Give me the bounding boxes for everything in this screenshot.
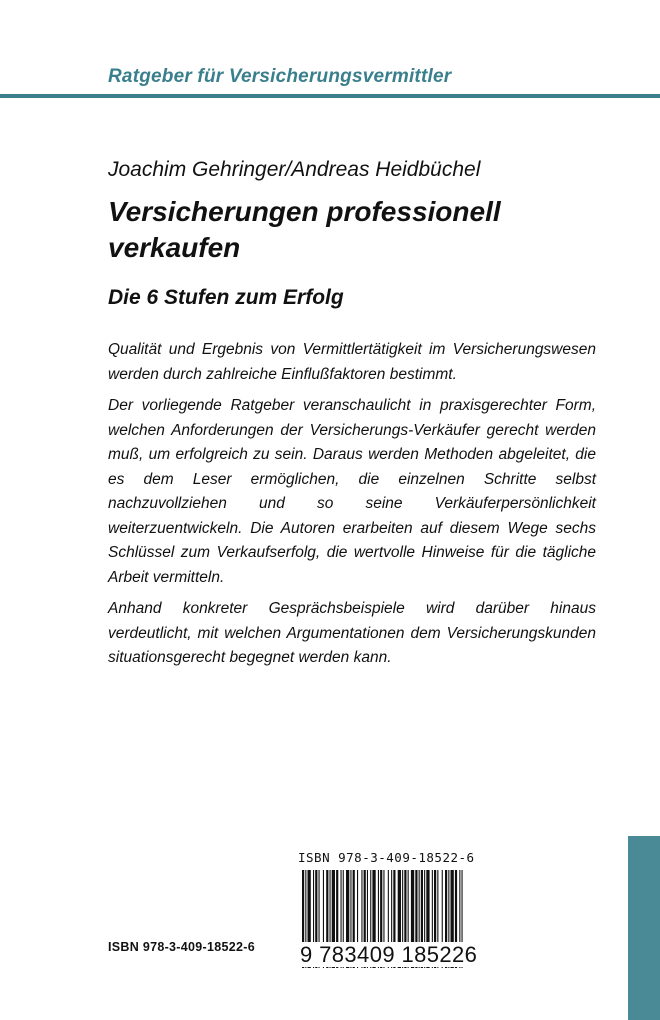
book-title: [108, 194, 628, 266]
barcode-digits: [298, 942, 478, 968]
blurb-paragraph-1: Qualität und Ergebnis von Vermittlertätigkeit im Versicherungswesen werden durch zahlreiche Einflußfaktoren bestimmt.: [108, 341, 596, 383]
blurb-paragraph-3: Anhand konkreter Gesprächsbeispiele wird darüber hinaus verdeutlicht, mit welchen Argumentationen dem Versicherungskunden situationsgerecht begegnet werden kann.: [108, 600, 596, 666]
footer-isbn: ISBN 978-3-409-18522-6: [108, 940, 255, 954]
series-rule: [0, 94, 660, 98]
book-subtitle: Die 6 Stufen zum Erfolg: [108, 286, 344, 309]
barcode-isbn-label: ISBN 978-3-409-18522-6: [298, 850, 475, 865]
book-authors: Joachim Gehringer/Andreas Heidbüchel: [108, 158, 481, 181]
series-title: Ratgeber für Versicherungsvermittler: [108, 66, 452, 87]
barcode: [298, 870, 478, 982]
blurb-paragraph-2: Der vorliegende Ratgeber veranschaulicht in praxisgerechter Form, welchen Anforderungen der Versicherungs-Verkäufer gerecht werden muß, um erfolgreich zu sein. Daraus werden Methoden abgeleitet, die es dem Leser ermöglichen, die einzelnen Schritte selbst nachzuvollziehen und so seine Verkäuferpersönlichkeit weiterzuentwickeln. Die Autoren erarbeiten auf diesem Wege sechs Schlüssel zum Verkaufserfolg, die wertvolle Hinweise für die tägliche Arbeit vermitteln.: [108, 397, 596, 586]
book-title-line2: verkaufen: [108, 232, 241, 263]
side-tab: [628, 836, 660, 1020]
barcode-block: [298, 850, 478, 982]
blurb: [108, 338, 596, 678]
barcode-digits-text: 9 783409 185226: [300, 942, 478, 967]
book-title-line1: Versicherungen professionell: [108, 196, 501, 227]
